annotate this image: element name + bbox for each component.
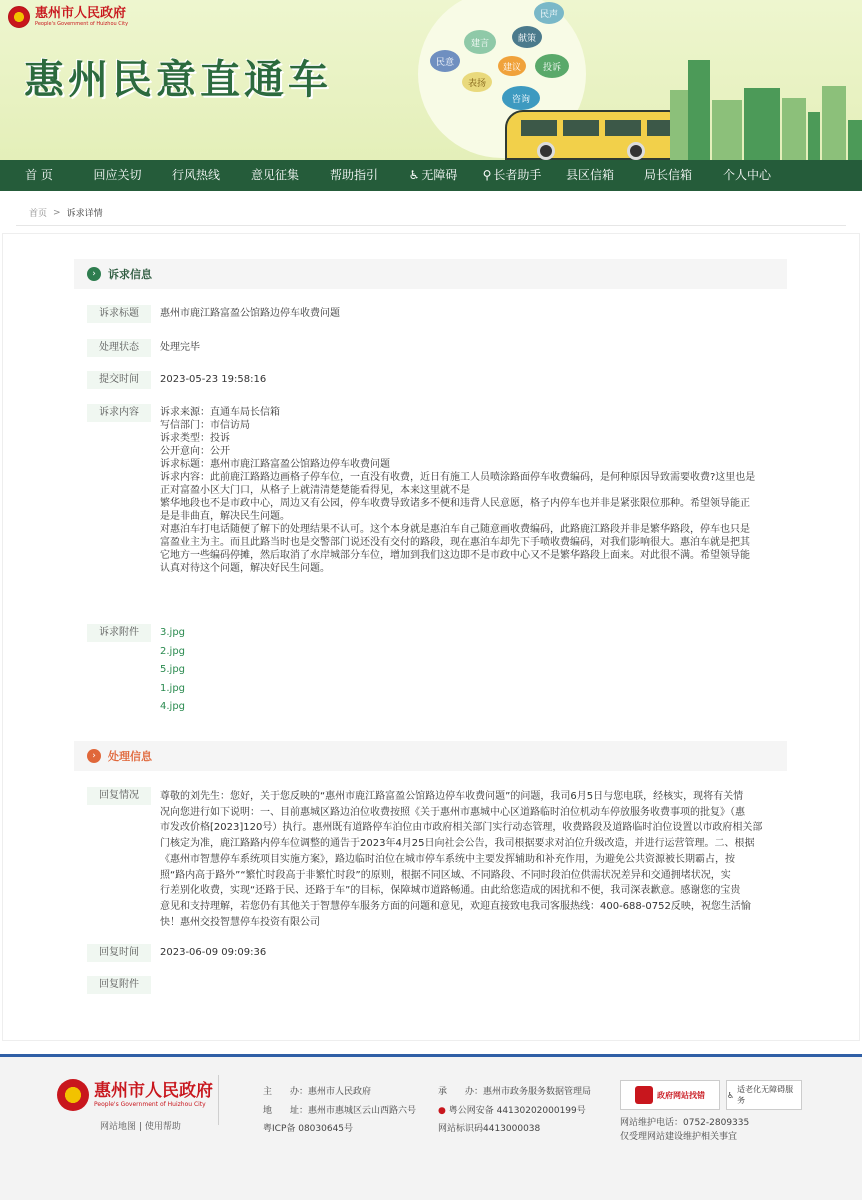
request-content: 诉求来源：直通车局长信箱 写信部门：市信访局 诉求类型：投诉 公开意向：公开 诉求标题：惠州市鹿江路富盈公馆路边停车收费问题 诉求内容：此前鹿江路路边画格子停车位，一直没有收费，近日有施工人员喷涂路面停车收费编码，是何种原因导致需要收费?这里也是 正对富盈小区大门口，从格子上就清清楚楚能看得见，本来这里就不是 繁华地段也不是市政中心，周边又有公园，停车收费导致诸多不便和违背人民意愿，格子内停车也并非是紧张限位那种。希望领导能正 是是非曲直，解决民生问题。 对惠泊车打电话随便了解下的处理结果不认可。这个本身就是惠泊车自己随意画收费编码，此路鹿江路段并非是繁华路段，停车也只是 富盈业主为主。而且此路当时也是交警部门说还没有交付的路段，现在惠泊车却先下手喷收费编码，对我们影响很大。惠泊车就是把其 它地方一些编码停摊，然后取消了水岸城部分车位，增加到我们这边即不是市政中心又不是繁华路段上面来。对此很不满。希望领导能 认真对待这个问题，解决好民生问题。 — [160, 407, 756, 574]
bus-illustration — [505, 110, 675, 160]
nav-hotline[interactable]: 行风热线 — [171, 168, 220, 182]
gov-logo[interactable] — [8, 6, 128, 28]
aging-accessibility-badge[interactable]: ♿ 适老化无障碍服务 — [726, 1080, 802, 1110]
bubble-tousu: 投诉 — [535, 54, 569, 78]
status-label: 处理状态 — [87, 339, 151, 357]
footer-gov-logo[interactable] — [57, 1079, 213, 1111]
reply-time-value: 2023-06-09 09:09:36 — [160, 947, 267, 958]
attachment-link[interactable]: 2.jpg — [160, 645, 186, 657]
elderly-icon: ⚲ — [482, 168, 492, 182]
footer-gov-name-en: People's Government of Huizhou City — [94, 1101, 206, 1108]
footer-police-record[interactable]: ● 粤公网安备 44130202000199号 — [438, 1106, 586, 1116]
attachment-link[interactable]: 4.jpg — [160, 701, 186, 712]
request-title-value: 惠州市鹿江路富盈公馆路边停车收费问题 — [160, 308, 340, 319]
nav-opinion[interactable]: 意见征集 — [250, 168, 299, 182]
sitemap-link[interactable]: 网站地图 — [100, 1122, 137, 1132]
submit-time-label: 提交时间 — [87, 371, 151, 389]
police-badge-icon: ● — [438, 1106, 446, 1116]
footer-host: 主 办：惠州市人民政府 — [263, 1087, 372, 1097]
help-link[interactable]: 使用帮助 — [144, 1122, 181, 1132]
footer-address: 地 址：惠州市惠城区云山西路六号 — [263, 1106, 417, 1116]
request-attachments — [160, 624, 185, 717]
site-title: 惠州民意直通车 — [24, 56, 332, 103]
reply-section-title: 处理信息 — [108, 750, 152, 763]
request-section-header — [74, 259, 787, 289]
bubble-zixun: 咨询 — [502, 86, 540, 110]
breadcrumb-home[interactable]: 首页 — [29, 209, 48, 219]
request-title-label: 诉求标题 — [87, 305, 151, 323]
chevron-right-icon: › — [87, 749, 101, 763]
request-content-label: 诉求内容 — [87, 404, 151, 422]
bubble-jianyi: 建议 — [498, 56, 526, 76]
gov-name-en: People's Government of Huizhou City — [35, 20, 129, 27]
nav-user-center[interactable]: 个人中心 — [722, 168, 771, 182]
attachment-link[interactable]: 1.jpg — [160, 682, 186, 694]
breadcrumb-current: 诉求详情 — [66, 209, 103, 219]
nav-help[interactable]: 帮助指引 — [329, 168, 378, 182]
footer-organizer: 承 办：惠州市政务服务数据管理局 — [438, 1087, 592, 1097]
main-nav — [0, 160, 862, 191]
footer-links — [100, 1119, 181, 1132]
nav-county-mailbox[interactable]: 县区信箱 — [565, 168, 614, 182]
bubble-minyi: 民意 — [430, 50, 460, 72]
national-emblem-icon — [57, 1079, 89, 1111]
gov-site-error-badge[interactable]: 政府网站找错 — [620, 1080, 720, 1110]
bubble-xiance: 献策 — [512, 26, 542, 48]
header-banner — [0, 0, 862, 160]
wheelchair-icon: ♿ — [408, 168, 420, 182]
footer-site-code: 网站标识码4413000038 — [438, 1124, 541, 1134]
bubble-biaoyang: 表扬 — [462, 72, 492, 92]
breadcrumb — [16, 200, 846, 226]
footer — [0, 1057, 862, 1200]
reply-attachments-label: 回复附件 — [87, 976, 151, 994]
reply-content: 尊敬的刘先生：您好，关于您反映的“惠州市鹿江路富盈公馆路边停车收费问题”的问题，我司6月5日与您电联，经核实，现将有关情 况向您进行如下说明：一、目前惠城区路边泊位收费按照《关于惠州市惠城中心区道路临时泊位机动车停放服务收费事项的批复》（惠 市发改价格[2023]120号）执行。惠州既有道路停车泊位由市政府相关部门实行动态管理，收费路段及道路临时泊位设置以市政府相关部 门核定为准，鹿江路路内停车位调整的通告于2023年4月25日向社会公告，我司根据要求对泊位升级改造，并进行运营管理。二、根据 《惠州市智慧停车系统项目实施方案》，路边临时泊位在城市停车系统中主要发挥辅助和补充作用，为避免公共资源被长期霸占，按 照“路内高于路外”“繁忙时段高于非繁忙时段”的原则，根据不同区域、不同路段、不同时段泊位供需状况差异和交通拥堵状况，实 行差别化收费，实现“还路于民、还路于车”的目标，保障城市道路畅通。由此给您造成的困扰和不便，我司深表歉意。感谢您的宝贵 意见和支持理解，若您仍有其他关于智慧停车服务方面的问题和意见，欢迎直接致电我司客服热线：400-688-0752反映，祝您生活愉 快！惠州交投智慧停车投资有限公司 — [160, 791, 763, 928]
reply-time-label: 回复时间 — [87, 944, 151, 962]
nav-home[interactable]: 首 页 — [25, 168, 53, 182]
attachment-link[interactable]: 5.jpg — [160, 664, 186, 675]
bubble-jianyan: 建言 — [464, 30, 496, 54]
chevron-right-icon: › — [87, 267, 101, 281]
national-emblem-icon — [8, 6, 30, 28]
nav-elderly[interactable]: ⚲ 长者助手 — [473, 160, 551, 191]
link-separator: | — [138, 1122, 142, 1132]
bubble-minsheng: 民声 — [534, 2, 564, 24]
footer-logo-divider — [218, 1075, 219, 1125]
nav-accessibility[interactable]: ♿ 无障碍 — [393, 160, 473, 191]
footer-gov-name: 惠州市人民政府 — [94, 1081, 213, 1101]
footer-notice: 仅受理网站建设维护相关事宜 — [620, 1132, 738, 1142]
attachment-link[interactable]: 3.jpg — [160, 627, 186, 638]
nav-director-mailbox[interactable]: 局长信箱 — [643, 168, 692, 182]
request-section-title: 诉求信息 — [108, 268, 152, 281]
reply-section-header — [74, 741, 787, 771]
nav-response[interactable]: 回应关切 — [93, 168, 142, 182]
footer-hotline: 网站维护电话：0752-2809335 — [620, 1118, 750, 1128]
request-attachments-label: 诉求附件 — [87, 624, 151, 642]
gov-badge-icon — [635, 1086, 653, 1104]
breadcrumb-separator: > — [53, 207, 61, 218]
submit-time-value: 2023-05-23 19:58:16 — [160, 374, 267, 385]
footer-icp[interactable]: 粤ICP备 08030645号 — [263, 1124, 354, 1134]
gov-name: 惠州市人民政府 — [35, 5, 127, 21]
wheelchair-icon: ♿ — [727, 1090, 735, 1100]
reply-content-label: 回复情况 — [87, 787, 151, 805]
status-value: 处理完毕 — [160, 342, 200, 353]
